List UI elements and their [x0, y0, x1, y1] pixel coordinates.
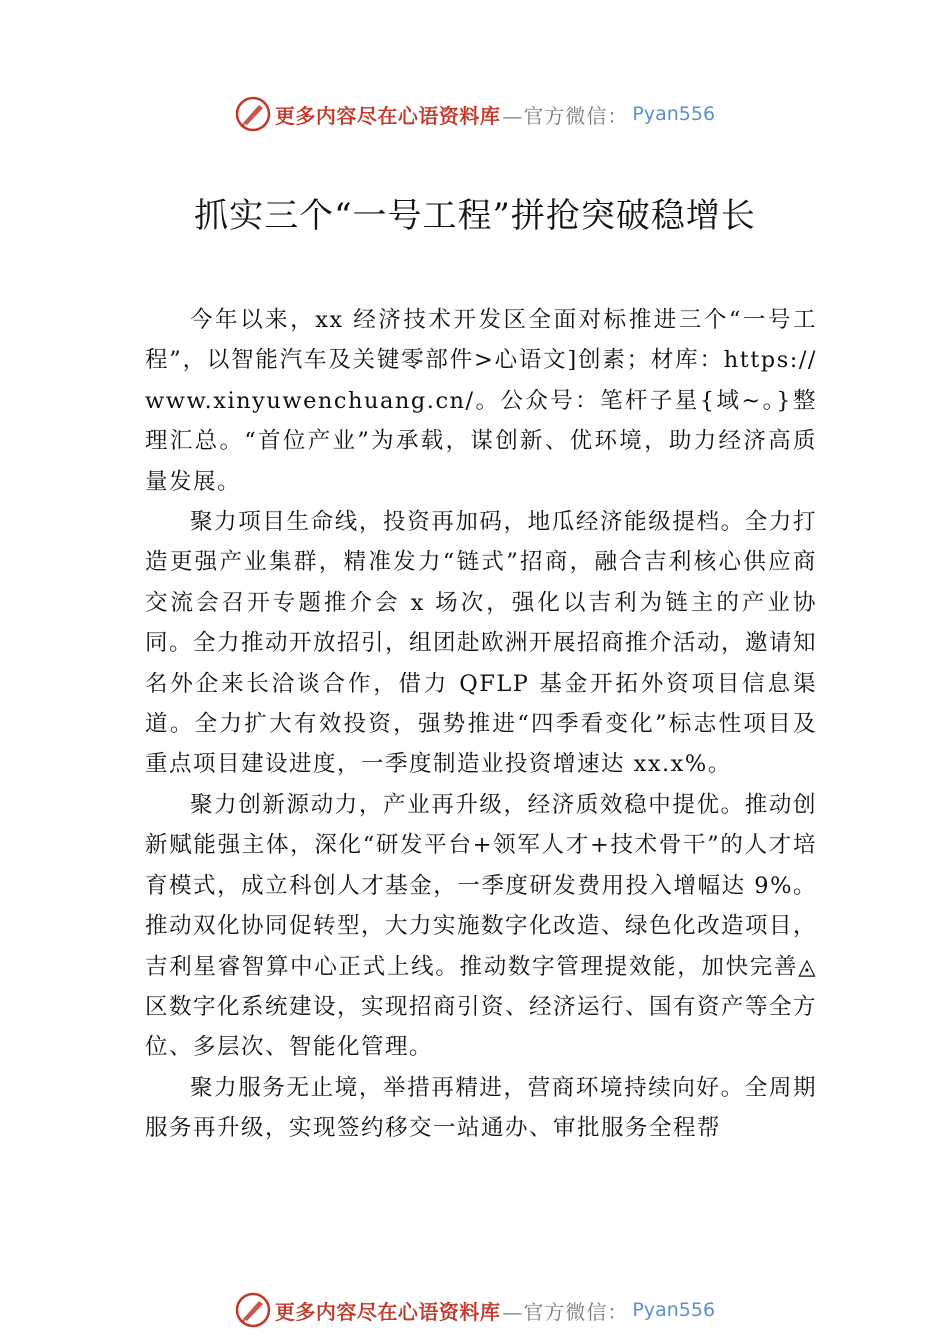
paragraph: 聚力创新源动力，产业再升级，经济质效稳中提优。推动创新赋能强主体，深化“研发平台+领军人才+技术骨干”的人才培育模式，成立科创人才基金，一季度研发费用投入增幅达 9%。推动双化协同促转型，大力实施数字化改造、绿色化改造项目，吉利星睿智算中心正式上线。推动数字管理提效能，加快完善◬区数字化系统建设，实现招商引资、经济运行、国有资产等全方位、多层次、智能化管理。 — [145, 791, 818, 1061]
watermark-site-text: 更多内容尽在心语资料库 — [274, 1299, 501, 1324]
header-watermark — [0, 92, 950, 136]
paragraph: 今年以来，xx 经济技术开发区全面对标推进三个“一号工程”，以智能汽车及关键零部件>心语文]创素；材库：https://www.xinyuwenchuang.cn/。公众号：笔杆子星{域~。}整理汇总。“首位产业”为承载，谋创新、优环境，助力经济高质量发展。 — [145, 307, 817, 495]
quill-pen-icon — [235, 96, 271, 132]
watermark-wechat-id: Pyan556 — [632, 103, 716, 125]
watermark-official-label: —官方微信： — [502, 103, 629, 128]
footer-watermark — [0, 1288, 950, 1332]
watermark-official-label: —官方微信： — [502, 1299, 629, 1324]
watermark-site-text: 更多内容尽在心语资料库 — [274, 103, 501, 128]
paragraph: 聚力项目生命线，投资再加码，地瓜经济能级提档。全力打造更强产业集群，精准发力“链式”招商，融合吉利核心供应商交流会召开专题推介会 x 场次，强化以吉利为链主的产业协同。全力推动开放招引，组团赴欧洲开展招商推介活动，邀请知名外企来长洽谈合作，借力 QFLP 基金开拓外资项目信息渠道。全力扩大有效投资，强势推进“四季看变化”标志性项目及重点项目建设进度，一季度制造业投资增速达 xx.x%。 — [145, 509, 818, 778]
watermark-wechat-id: Pyan556 — [632, 1299, 716, 1321]
quill-pen-icon — [235, 1292, 271, 1328]
paragraph: 聚力服务无止境，举措再精进，营商环境持续向好。全周期服务再升级，实现签约移交一站通办、审批服务全程帮 — [145, 1074, 817, 1142]
document-body — [145, 300, 817, 1149]
document-title: 抓实三个“一号工程”拼抢突破稳增长 — [194, 196, 756, 236]
